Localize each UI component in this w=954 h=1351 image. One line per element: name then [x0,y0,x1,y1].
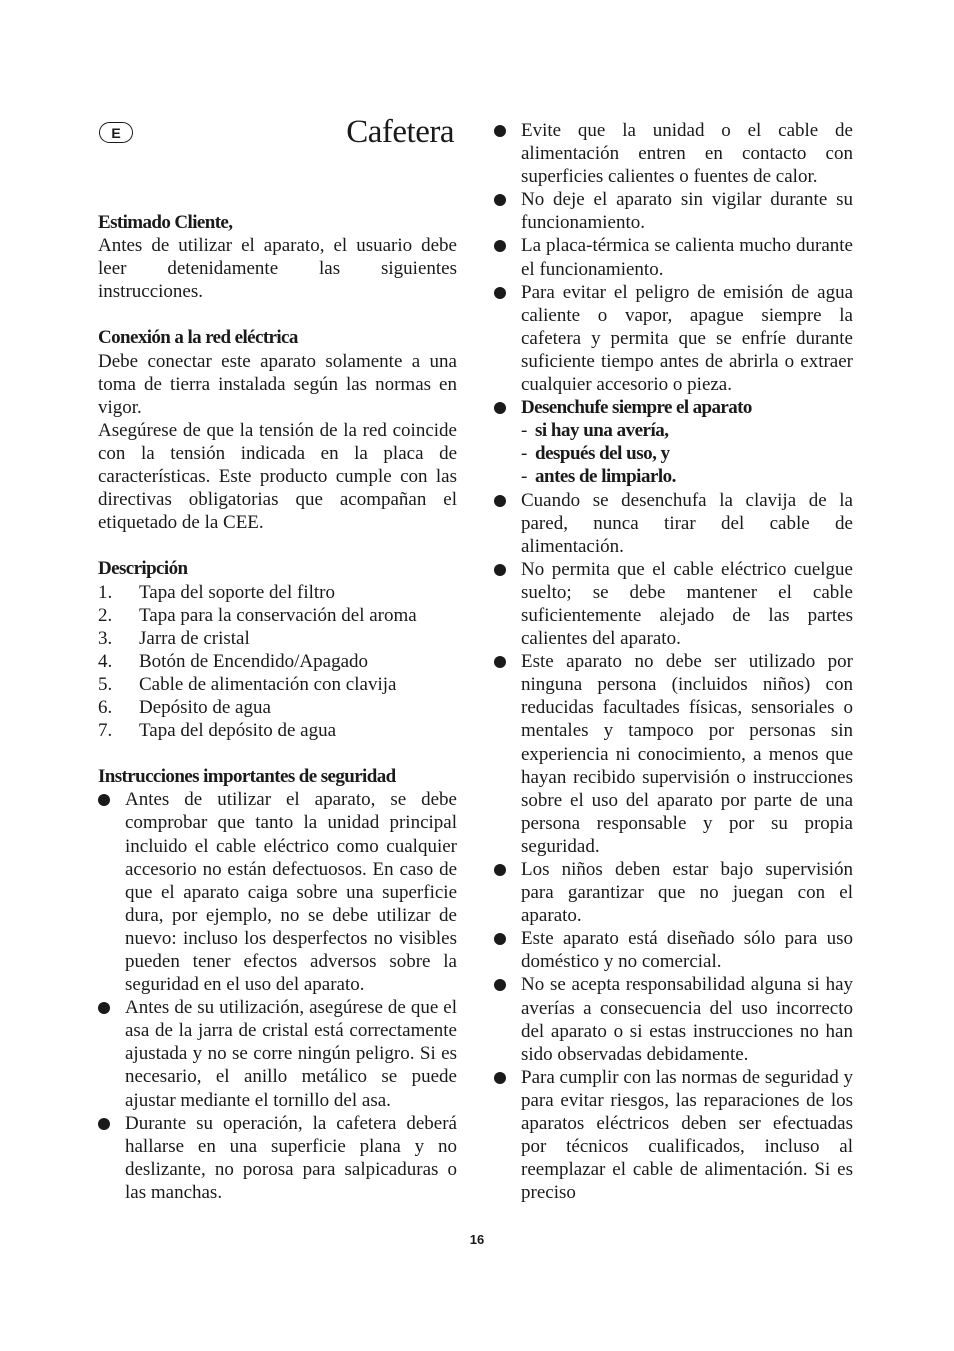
bullet-text: Los niños deben estar bajo supervisión para garantizar que no juegan con el aparato. [521,859,853,927]
bullet-text: Este aparato no debe ser utilizado por ninguna persona (incluidos niños) con reducidas facultades físicas, sensoriales o mentales y tampoco por personas sin experiencia ni conocimiento, a menos que hayan recibido supervisión o instrucciones sobre el uso del aparato por parte de una persona responsable y por su propia seguridad. [521,651,853,857]
connection-paragraph: Debe conectar este aparato solamente a una toma de tierra instalada según las normas en vigor. [98,350,457,418]
safety-bullet [494,858,853,927]
safety-bullet [98,788,457,996]
unplug-subitem [521,419,853,442]
safety-bullet [494,927,853,973]
item-text: Cable de alimentación con clavija [139,673,397,695]
item-text: Botón de Encendido/Apagado [139,650,369,672]
safety-bullet [494,1066,853,1205]
page-number: 16 [469,1232,485,1247]
bullet-dot-icon [494,564,506,576]
unplug-bullet [494,396,853,488]
dash-marker: - [521,420,527,442]
safety-bullet [494,558,853,650]
language-badge: E [99,122,133,143]
bullet-text: La placa-térmica se calienta mucho durante el funcionamiento. [521,235,853,280]
bullet-dot-icon [494,402,506,414]
bullet-text: Antes de utilizar el aparato, se debe comprobar que tanto la unidad principal incluido el cable eléctrico como cualquier accesorio no están defectuosos. En caso de que el aparato caiga sobre una superficie dura, por ejemplo, no se debe utilizar de nuevo: incluso los desperfectos no visibles pueden tener efectos adversos sobre la seguridad en el uso del aparato. [125,789,457,996]
bullet-text: Este aparato está diseñado sólo para uso doméstico y no comercial. [521,928,853,973]
bullet-dot-icon [494,495,506,507]
item-text: Jarra de cristal [139,627,250,649]
dash-marker: - [521,443,527,465]
bullet-dot-icon [98,1118,110,1130]
parts-list-item [98,650,457,673]
unplug-heading: Desenchufe siempre el aparato [521,397,752,419]
item-number: 5. [98,673,113,695]
item-number: 6. [98,696,113,718]
bullet-dot-icon [494,1072,506,1084]
item-text: Tapa para la conservación del aroma [139,604,417,626]
bullet-text: Evite que la unidad o el cable de alimentación entren en contacto con superficies calientes o fuentes de calor. [521,120,853,188]
safety-list-continued [494,119,853,1204]
item-number: 4. [98,650,113,672]
item-number: 3. [98,627,113,649]
greeting-text: Antes de utilizar el aparato, el usuario debe leer detenidamente las siguientes instrucciones. [98,235,457,303]
connection-paragraph: Asegúrese de que la tensión de la red coincide con la tensión indicada en la placa de características. Este producto cumple con las directivas obligatorias que acompañan el etiquetado de la CEE. [98,419,457,534]
subitem-text: después del uso, y [535,443,670,465]
bullet-dot-icon [494,194,506,206]
bullet-dot-icon [494,933,506,945]
item-number: 7. [98,720,113,742]
bullet-dot-icon [494,656,506,668]
bullet-dot-icon [494,287,506,299]
safety-bullet [494,973,853,1065]
bullet-dot-icon [98,1002,110,1014]
safety-bullet [98,1112,457,1204]
item-number: 2. [98,604,113,626]
item-text: Tapa del soporte del filtro [139,581,335,603]
bullet-dot-icon [494,979,506,991]
bullet-dot-icon [494,125,506,137]
page-title: Cafetera [346,114,454,150]
bullet-text: Durante su operación, la cafetera deberá hallarse en una superficie plana y no deslizante, no porosa para salpicaduras o las manchas. [125,1112,457,1203]
right-column [494,119,853,1204]
bullet-dot-icon [494,864,506,876]
connection-heading: Conexión a la red eléctrica [98,327,298,349]
safety-bullet [494,650,853,858]
greeting-heading: Estimado Cliente, [98,212,233,233]
parts-list-item [98,719,457,742]
subitem-text: si hay una avería, [535,420,669,442]
bullet-text: Cuando se desenchufa la clavija de la pared, nunca tirar del cable de alimentación. [521,489,853,557]
bullet-text: Para cumplir con las normas de seguridad y para evitar riesgos, las reparaciones de los aparatos eléctricos deben ser efectuadas por técnicos cualificados, incluso al reemplazar el cable de alimentación. Si es preciso [521,1066,853,1204]
safety-bullet [494,188,853,234]
description-heading: Descripción [98,558,188,580]
bullet-text: Antes de su utilización, asegúrese de que el asa de la jarra de cristal está correctamente ajustada y no se corre ningún peligro. Si es necesario, el anillo metálico se puede ajustar mediante el tornillo del asa. [125,997,457,1111]
item-text: Depósito de agua [139,696,271,718]
bullet-dot-icon [494,240,506,252]
safety-bullet [98,996,457,1111]
bullet-text: No deje el aparato sin vigilar durante su funcionamiento. [521,189,853,234]
safety-bullet [494,234,853,280]
item-text: Tapa del depósito de agua [139,720,337,742]
item-number: 1. [98,581,113,603]
bullet-dot-icon [98,794,110,806]
safety-heading: Instrucciones importantes de seguridad [98,766,396,788]
parts-list-item [98,673,457,696]
parts-list-item [98,581,457,604]
left-column [98,211,457,1204]
dash-marker: - [521,466,527,488]
bullet-text: No permita que el cable eléctrico cuelgue suelto; se debe mantener el cable suficientemente alejado de las partes calientes del aparato. [521,558,853,650]
safety-bullet [494,119,853,188]
safety-list [98,788,457,1204]
parts-list-item [98,604,457,627]
bullet-text: No se acepta responsabilidad alguna si hay averías a consecuencia del uso incorrecto del aparato o si estas instrucciones no han sido observadas debidamente. [521,974,853,1065]
parts-list-item [98,696,457,719]
safety-bullet [494,489,853,558]
bullet-text: Para evitar el peligro de emisión de agua caliente o vapor, apague siempre la cafetera y permita que se enfríe durante suficiente tiempo antes de abrirla o extraer cualquier accesorio o pieza. [521,281,853,396]
parts-list-item [98,627,457,650]
unplug-subitem [521,442,853,465]
parts-list [98,581,457,743]
subitem-text: antes de limpiarlo. [535,466,676,488]
safety-bullet [494,281,853,396]
unplug-subitem [521,465,853,488]
